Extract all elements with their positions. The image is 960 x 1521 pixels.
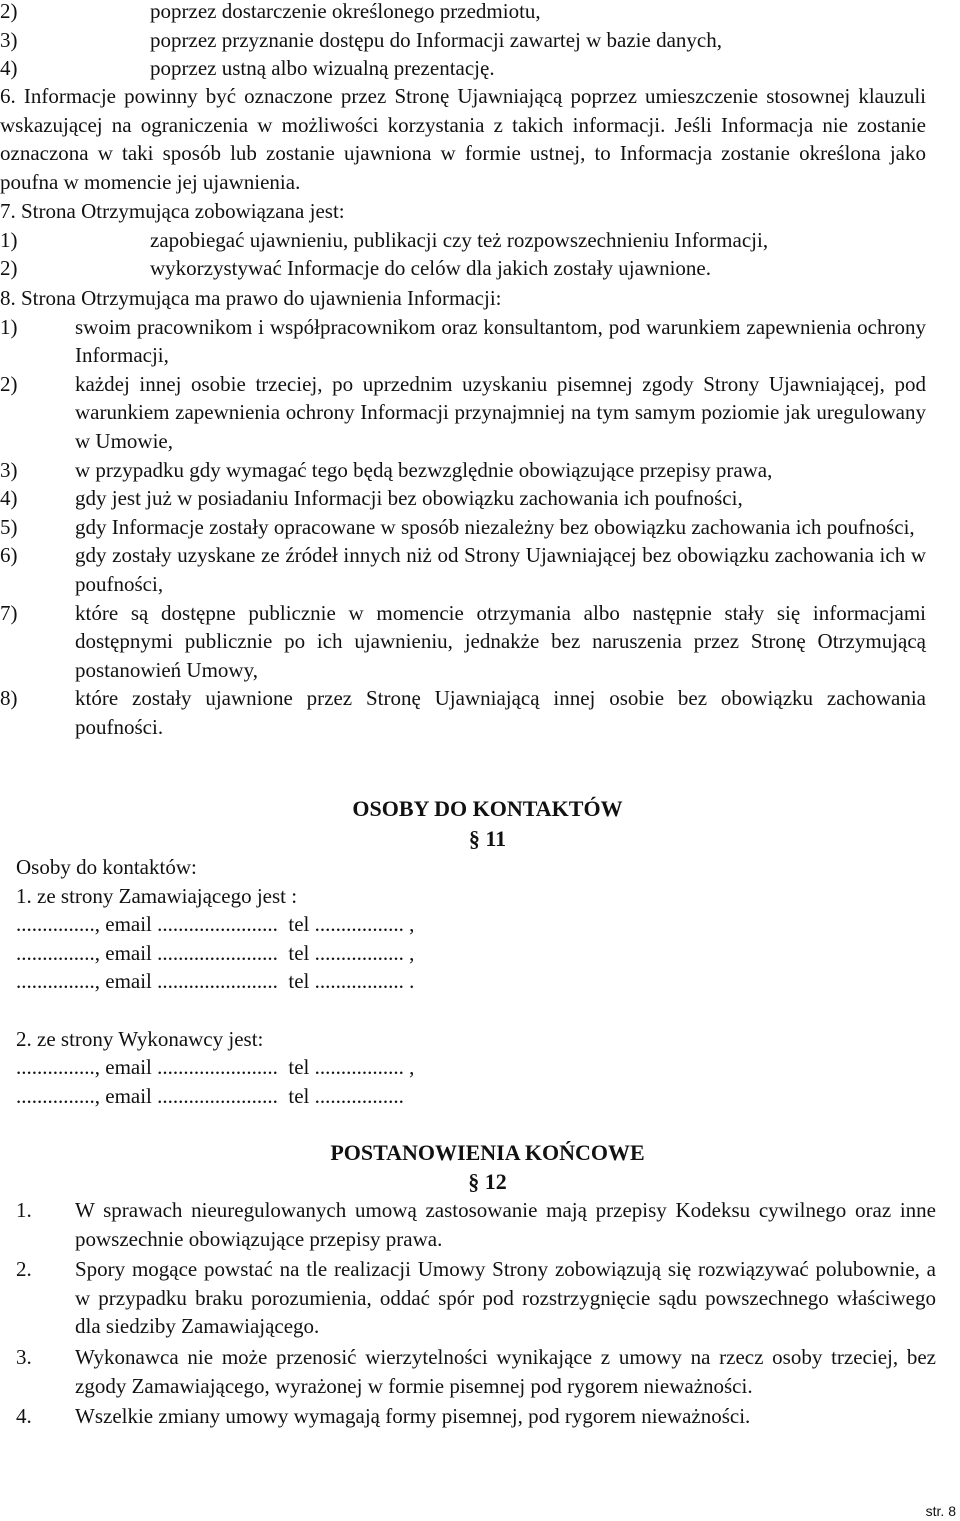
item-number: 2) (0, 371, 18, 396)
final-provisions-list (16, 1196, 936, 1431)
paragraph-intro: 7. Strona Otrzymująca zobowiązana jest: (0, 199, 345, 223)
party-1-label: 1. ze strony Zamawiającego jest : (16, 883, 298, 908)
list-item (0, 484, 926, 513)
paragraph-8 (0, 284, 926, 742)
contact-line: ..............., email ....................... tel ................. , (16, 912, 415, 937)
list-item (0, 599, 926, 685)
item-text: poprzez przyznanie dostępu do Informacji zawartej w bazie danych, (150, 27, 722, 52)
page-number: str. 8 (925, 1503, 956, 1519)
item-text: W sprawach nieuregulowanych umową zastosowanie mają przepisy Kodeksu cywilnego oraz inne powszechnie obowiązujące przepisy prawa. (75, 1198, 936, 1251)
list-item (0, 0, 930, 26)
item-number: 3) (0, 457, 18, 482)
item-text: każdej innej osobie trzeciej, po uprzednim uzyskaniu pisemnej zgody Strony Ujawniającej, pod warunkiem zapewnienia ochrony Informacji przynajmniej na tym samym poziomie jak uregulowany w Umowie, (75, 371, 926, 453)
list-item (0, 254, 930, 283)
list-item (0, 54, 930, 83)
item-text: gdy Informacje zostały opracowane w sposób niezależny bez obowiązku zachowania ich poufności, (75, 514, 915, 539)
item-text: które są dostępne publicznie w momencie otrzymania albo następnie stały się informacjami dostępnymi publicznie po ich ujawnieniu, jednakże bez naruszenia przez Stronę Otrzymującą postanowień Umowy, (75, 600, 926, 682)
list-item (0, 456, 926, 485)
paragraph-intro: 8. Strona Otrzymująca ma prawo do ujawnienia Informacji: (0, 286, 502, 310)
section-12-title: POSTANOWIENIA KOŃCOWE (330, 1140, 645, 1165)
top-list (0, 0, 930, 83)
list-item (0, 26, 930, 55)
item-text: swoim pracownikom i współpracownikom oraz konsultantom, pod warunkiem zapewnienia ochrony Informacji, (75, 314, 926, 368)
item-text: Wykonawca nie może przenosić wierzytelności wynikające z umowy na rzecz osoby trzeciej, bez zgody Zamawiającego, wyrażonej w formie pisemnej pod rygorem nieważności. (75, 1344, 936, 1398)
item-number: 6) (0, 543, 18, 568)
list-item (0, 513, 926, 542)
paragraph-7 (0, 197, 930, 283)
item-number: 1. (16, 1198, 32, 1222)
item-number: 7) (0, 600, 18, 625)
list-item (16, 1402, 936, 1431)
party-2-label: 2. ze strony Wykonawcy jest: (16, 1026, 264, 1051)
item-number: 5) (0, 514, 18, 539)
list-item (0, 370, 926, 456)
section-11-title: OSOBY DO KONTAKTÓW (352, 796, 623, 821)
item-number: 4) (0, 486, 18, 511)
item-text: zapobiegać ujawnieniu, publikacji czy też rozpowszechnieniu Informacji, (150, 227, 769, 252)
item-number: 1) (0, 314, 18, 339)
item-text: Wszelkie zmiany umowy wymagają formy pisemnej, pod rygorem nieważności. (75, 1404, 751, 1429)
list-item (0, 313, 926, 370)
list-item (0, 541, 926, 598)
item-text: poprzez dostarczenie określonego przedmiotu, (150, 0, 541, 23)
item-text: w przypadku gdy wymagać tego będą bezwzględnie obowiązujące przepisy prawa, (75, 457, 773, 482)
list-item (0, 226, 930, 255)
item-number: 1) (0, 227, 18, 252)
paragraph-6: 6. Informacje powinny być oznaczone przez Stronę Ujawniającą poprzez umieszczenie stosownej klauzuli wskazującej na ograniczenia w możliwości korzystania z takich informacji. Jeśli Informacja nie zostanie oznaczona w taki sposób lub zostanie ujawniona w formie ustnej, to Informacja zostanie określona jako poufna w momencie jej ujawnienia. (0, 84, 926, 194)
contact-line: ..............., email ....................... tel ................. (16, 1083, 404, 1108)
list-item (0, 684, 926, 741)
item-number: 4. (16, 1404, 32, 1429)
item-number: 2) (0, 0, 18, 23)
list-item (16, 1343, 936, 1400)
contacts-block (16, 853, 616, 1110)
contact-line: ..............., email ....................... tel ................. . (16, 969, 415, 994)
contacts-label: Osoby do kontaktów: (16, 855, 197, 879)
contact-line: ..............., email ....................... tel ................. , (16, 1055, 415, 1080)
item-number: 2) (0, 256, 18, 281)
list-item (16, 1196, 936, 1253)
item-number: 4) (0, 56, 18, 81)
item-text: które zostały ujawnione przez Stronę Ujawniającą innej osobie bez obowiązku zachowania poufności. (75, 686, 926, 739)
contact-line: ..............., email ....................... tel ................. , (16, 940, 415, 965)
item-number: 8) (0, 686, 18, 711)
item-number: 3) (0, 27, 18, 52)
item-text: wykorzystywać Informacje do celów dla jakich zostały ujawnione. (150, 256, 711, 281)
item-text: poprzez ustną albo wizualną prezentację. (150, 56, 495, 81)
list-item (16, 1255, 936, 1341)
item-number: 2. (16, 1257, 32, 1282)
item-number: 3. (16, 1344, 32, 1369)
item-text: Spory mogące powstać na tle realizacji Umowy Strony zobowiązują się rozwiązywać polubownie, a w przypadku braku porozumienia, oddać spór pod rozstrzygnięcie sądu powszechnego właściwego dla siedziby Zamawiającego. (75, 1257, 936, 1339)
section-12-number: § 12 (468, 1169, 507, 1194)
item-text: gdy jest już w posiadaniu Informacji bez obowiązku zachowania ich poufności, (75, 486, 743, 511)
item-text: gdy zostały uzyskane ze źródeł innych niż od Strony Ujawniającej bez obowiązku zachowania ich w poufności, (75, 543, 926, 596)
section-11-number: § 11 (468, 826, 507, 851)
